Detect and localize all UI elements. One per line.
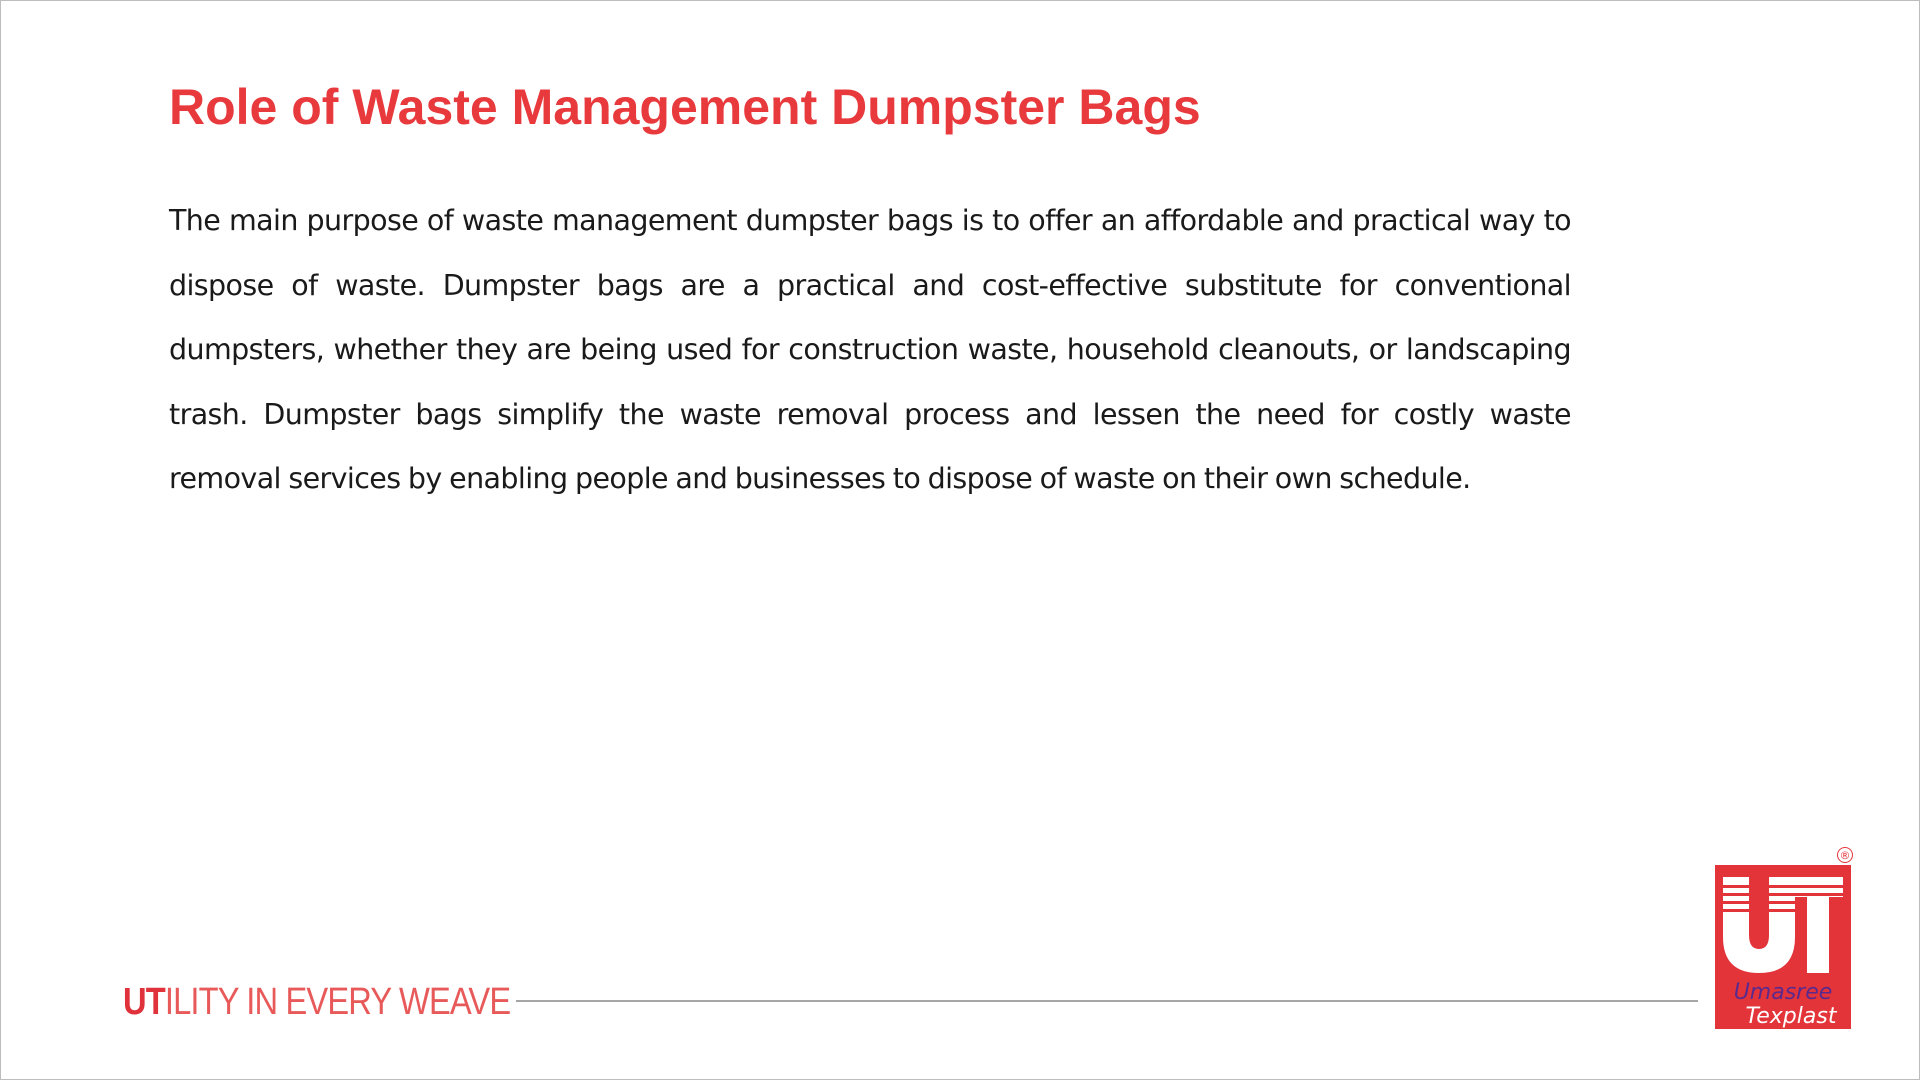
ut-monogram-icon — [1715, 865, 1851, 1029]
registered-trademark-icon: ® — [1837, 847, 1853, 863]
slide-title: Role of Waste Management Dumpster Bags — [169, 79, 1201, 135]
logo-line2: Texplast — [1745, 1004, 1837, 1029]
tagline-strong: UT — [123, 981, 165, 1023]
umasree-texplast-logo — [1715, 865, 1851, 1029]
footer-tagline — [123, 978, 510, 1026]
logo-line1: Umasree — [1733, 980, 1833, 1005]
footer-divider — [516, 1000, 1698, 1002]
slide-body-text: The main purpose of waste management dumpster bags is to offer an affordable and practical way to dispose of waste. Dumpster bags are a practical and cost-effective substitute for conventional dumpsters, whether they are being used for construction waste, household cleanouts, or landscaping trash. Dumpster bags simplify the waste removal process and lessen the need for costly waste removal services by enabling people and businesses to dispose of waste on their own schedule. — [169, 204, 1571, 495]
tagline-rest: ILITY IN EVERY WEAVE — [164, 981, 511, 1023]
